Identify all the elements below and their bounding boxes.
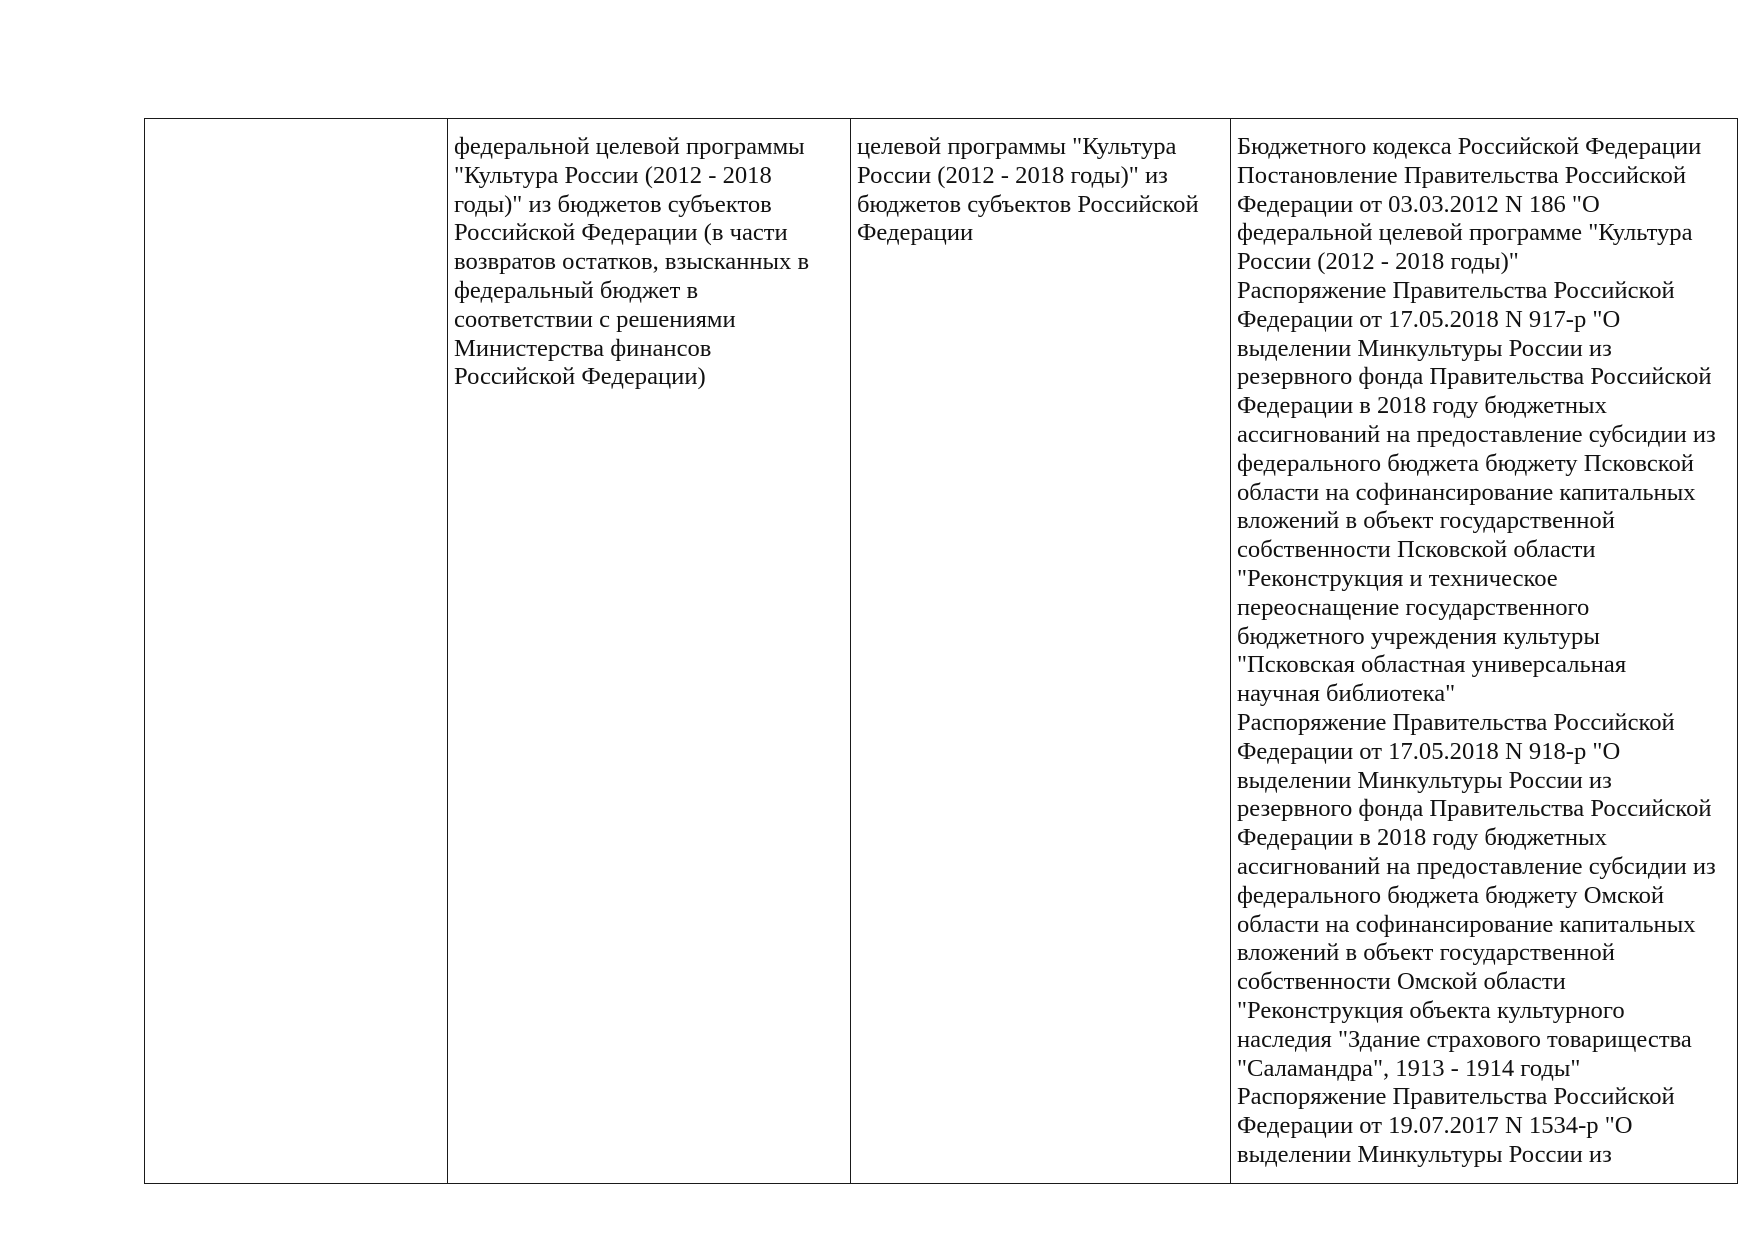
text-line: федеральной целевой программы (454, 133, 805, 160)
cell-column-4 (1231, 119, 1738, 1184)
text-line: резервного фонда Правительства Российской (1237, 363, 1712, 391)
text-line: выделении Минкультуры России из (1237, 766, 1612, 794)
text-line: соответствии с решениями (454, 305, 736, 333)
text-line: ассигнований на предоставление субсидии из (1237, 420, 1716, 448)
text-line: возвратов остатков, взысканных в (454, 248, 810, 276)
text-line: области на софинансирование капитальных (1237, 910, 1696, 938)
text-line: собственности Омской области (1237, 968, 1566, 996)
text-line: "Саламандра", 1913 - 1914 годы" (1237, 1054, 1581, 1082)
text-line: Федерации от 17.05.2018 N 917-р "О (1237, 305, 1621, 333)
text-line: вложений в объект государственной (1237, 507, 1615, 535)
text-line: Российской Федерации) (454, 363, 706, 391)
text-line: выделении Минкультуры России из (1237, 1140, 1612, 1168)
text-line: федеральной целевой программе "Культура (1237, 219, 1693, 247)
text-line: Бюджетного кодекса Российской Федерации (1237, 133, 1702, 160)
text-line: бюджетов субъектов Российской (857, 190, 1199, 218)
text-line: Федерации от 03.03.2012 N 186 "О (1237, 190, 1600, 218)
text-line: "Псковская областная универсальная (1237, 651, 1627, 679)
text-line: Федерации от 17.05.2018 N 918-р "О (1237, 737, 1621, 765)
text-line: федеральный бюджет в (454, 276, 699, 304)
text-line: целевой программы "Культура (857, 133, 1177, 160)
text-line: резервного фонда Правительства Российской (1237, 795, 1712, 823)
text-line: Постановление Правительства Российской (1237, 161, 1686, 189)
text-line: Распоряжение Правительства Российской (1237, 276, 1675, 304)
text-line: Министерства финансов (454, 334, 712, 362)
text-line: Федерации от 19.07.2017 N 1534-р "О (1237, 1112, 1633, 1140)
cell-column-1 (145, 119, 448, 1184)
text-line: федерального бюджета бюджету Псковской (1237, 449, 1694, 477)
text-line: Распоряжение Правительства Российской (1237, 708, 1675, 736)
text-line: Распоряжение Правительства Российской (1237, 1083, 1675, 1111)
text-line: России (2012 - 2018 годы)" (1237, 248, 1519, 276)
text-line: переоснащение государственного (1237, 593, 1590, 621)
cell-column-3 (851, 119, 1231, 1184)
text-line: годы)" из бюджетов субъектов (454, 190, 772, 218)
text-line: научная библиотека" (1237, 680, 1456, 708)
text-line: Федерации в 2018 году бюджетных (1237, 824, 1607, 852)
text-line: области на софинансирование капитальных (1237, 478, 1696, 506)
text-line: наследия "Здание страхового товарищества (1237, 1025, 1692, 1053)
cell-column-2 (448, 119, 851, 1184)
text-line: России (2012 - 2018 годы)" из (857, 161, 1168, 189)
text-line: "Реконструкция и техническое (1237, 564, 1558, 592)
text-line: Федерации (857, 219, 974, 247)
text-line: Российской Федерации (в части (454, 219, 788, 247)
text-line: Федерации в 2018 году бюджетных (1237, 392, 1607, 420)
text-line: федерального бюджета бюджету Омской (1237, 881, 1665, 909)
text-line: вложений в объект государственной (1237, 939, 1615, 967)
text-line: бюджетного учреждения культуры (1237, 622, 1600, 650)
text-line: "Культура России (2012 - 2018 (454, 161, 772, 189)
text-line: "Реконструкция объекта культурного (1237, 996, 1625, 1024)
text-line: ассигнований на предоставление субсидии из (1237, 852, 1716, 880)
text-line: выделении Минкультуры России из (1237, 334, 1612, 362)
text-line: собственности Псковской области (1237, 536, 1596, 564)
table-row (145, 119, 1738, 1184)
document-table (144, 118, 1738, 1184)
